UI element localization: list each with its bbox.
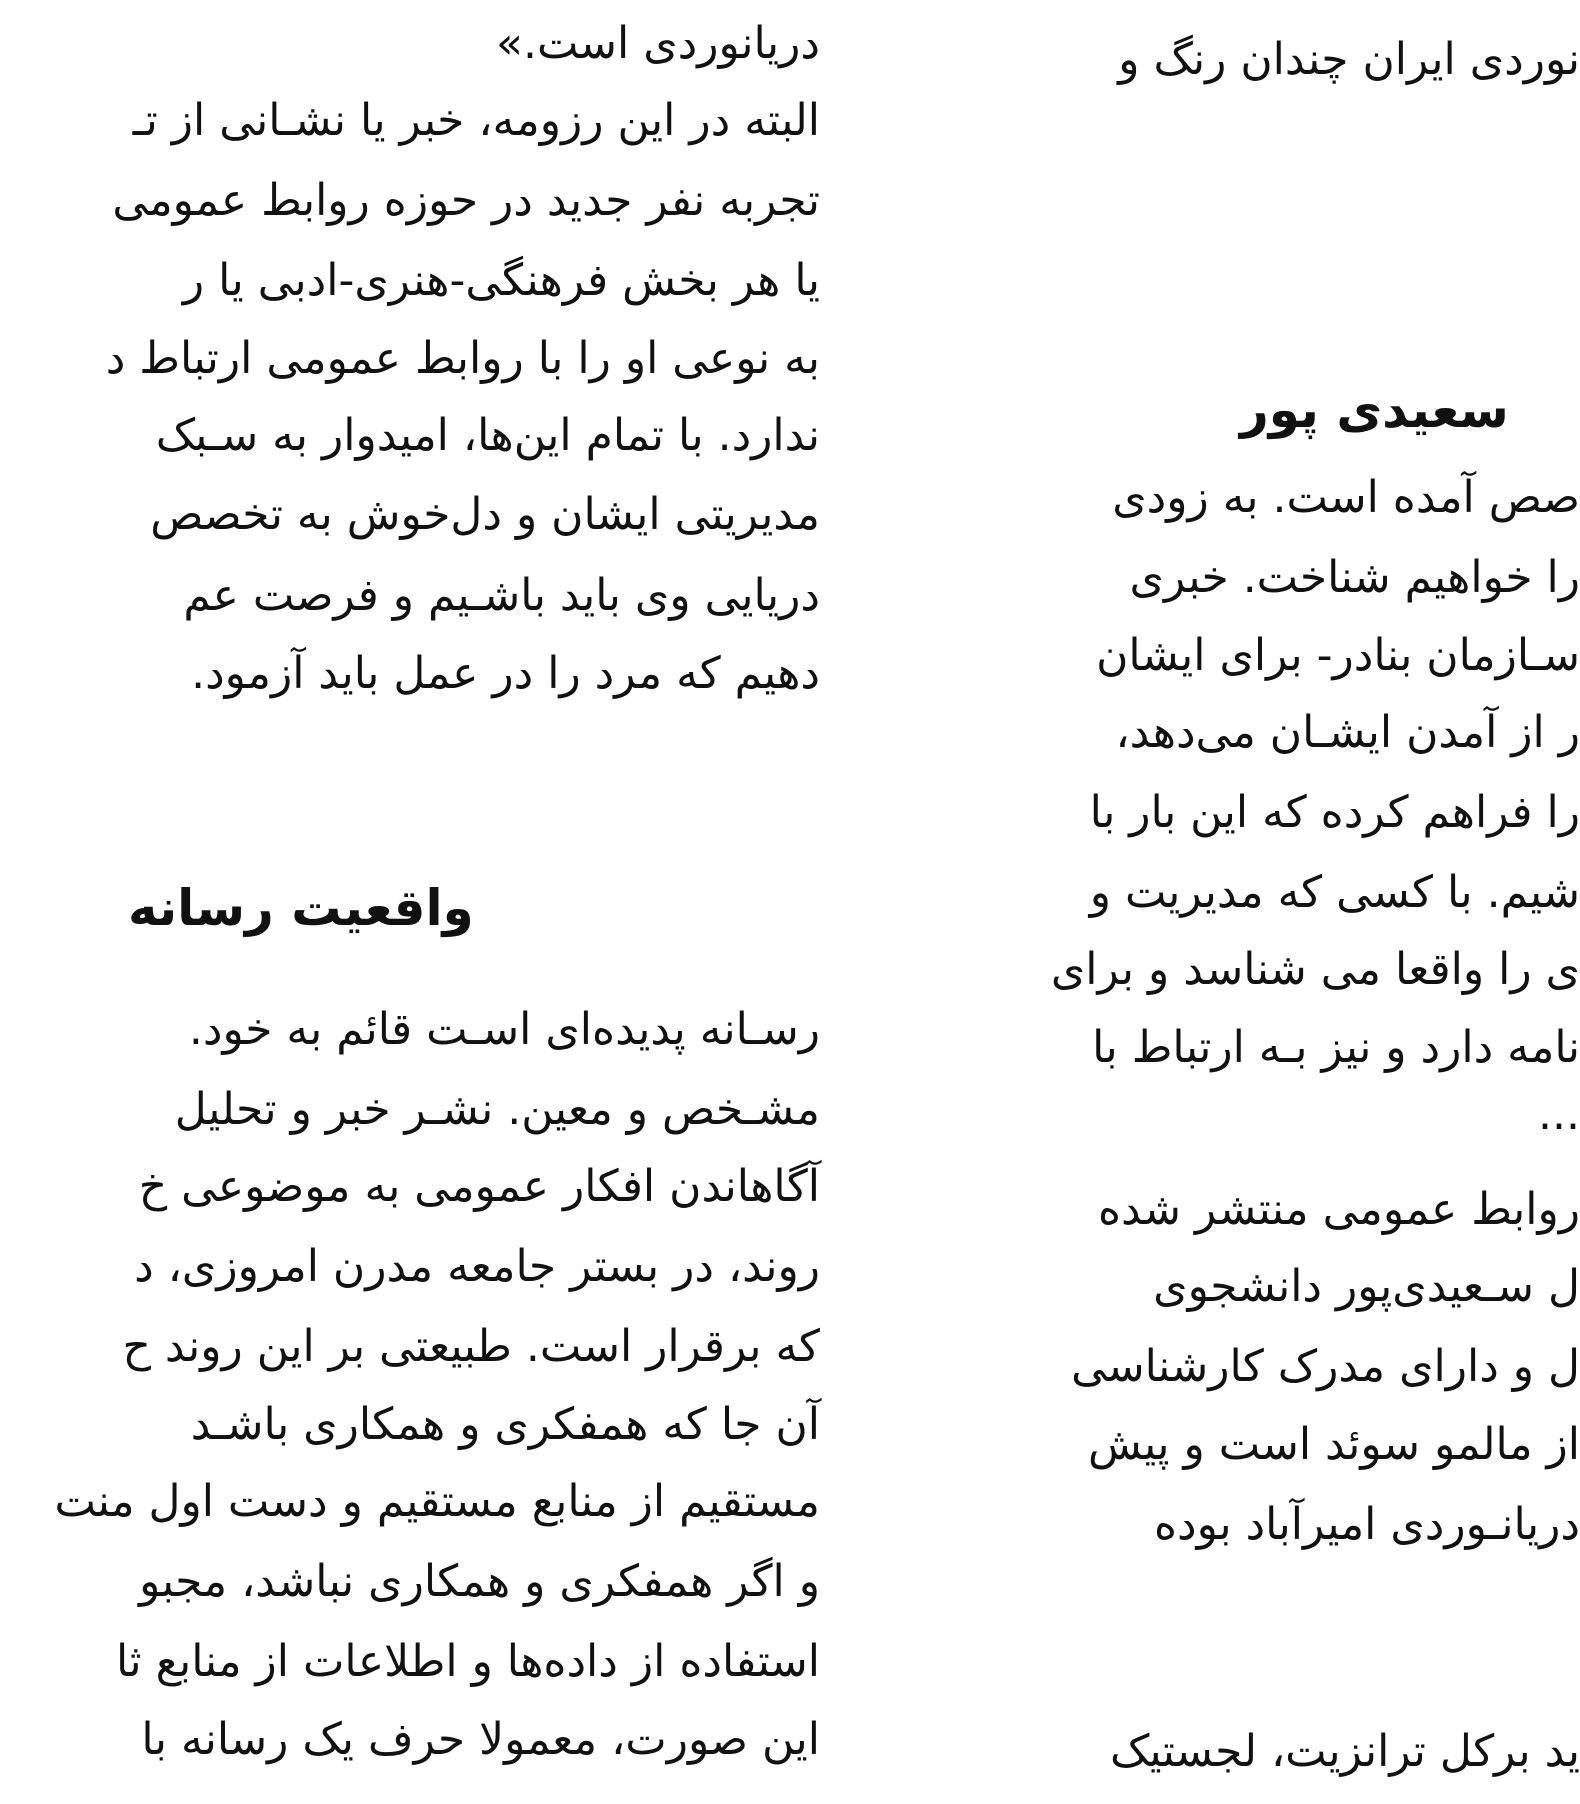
text-line: روابط عمومی منتشر شده (1097, 1184, 1580, 1235)
right-column (920, 0, 1580, 1804)
text-line: آن جا که همفکری و همکاری باشـد (190, 1399, 820, 1450)
text-line: دریانـوردی امیرآباد بوده (1153, 1499, 1580, 1550)
text-line: مدیریتی ایشان و دل‌خوش به تخصص (150, 489, 820, 540)
text-line: مشـخص و معین. نشـر خبر و تحلیل (174, 1084, 820, 1135)
text-line: استفاده از داده‌ها و اطلاعات از منابع ثا (116, 1636, 820, 1687)
text-line: ندارد. با تمام این‌ها، امیدوار به سـبک (155, 410, 820, 461)
text-line: نامه دارد و نیز بـه ارتباط با (1092, 1022, 1580, 1073)
text-line: به نوعی او را با روابط عمومی ارتباط د (105, 333, 820, 384)
text-line: نوردی ایران چندان رنگ و (1118, 34, 1580, 85)
text-line: سـازمان بنادر- برای ایشان (1096, 630, 1580, 681)
text-line: از مالمو سوئد است و پیش (1087, 1419, 1580, 1470)
text-line: ی را واقعا می شناسد و برای (1050, 944, 1580, 995)
text-line: ید برکل ترانزیت، لجستیک (1109, 1726, 1580, 1777)
text-line: که برقرار است. طبیعتی بر این روند ح (122, 1321, 820, 1372)
text-line: ل سـعیدی‌پور دانشجوی (1153, 1261, 1580, 1312)
text-line: دهیم که مرد را در عمل باید آزمود. (191, 648, 820, 699)
text-line: ... (1538, 1089, 1580, 1140)
text-line: و اگر همفکری و همکاری نباشد، مجبو (139, 1556, 820, 1607)
text-line: دریایی وی باید باشـیم و فرصت عم (183, 570, 820, 621)
text-line: را فراهم کرده که این بار با (1089, 787, 1580, 838)
text-line: دریانوردی است.» (496, 18, 820, 69)
text-line: ل و دارای مدرک کارشناسی (1071, 1341, 1580, 1392)
section-heading-saeedipour: سعیدی پور (1240, 381, 1509, 439)
text-line: رسـانه پدیده‌ای اسـت قائم به خود. (188, 1004, 820, 1055)
text-line: این صورت، معمولا حرف یک رسانه با (141, 1714, 820, 1765)
text-line: یا هر بخش فرهنگی-هنری-ادبی یا ر (182, 255, 820, 306)
text-line: تجربه نفر جدید در حوزه روابط عمومی (112, 175, 820, 226)
text-line: روند، در بستر جامعه مدرن امروزی، د (134, 1241, 820, 1292)
text-line: را خواهیم شناخت. خبری (1129, 552, 1580, 603)
section-heading-media-reality: واقعیت رسانه (128, 879, 474, 937)
text-line: صص آمده است. به زودی (1112, 472, 1580, 523)
text-line: ر از آمدن ایشـان می‌دهد، (1115, 707, 1580, 758)
text-line: آگاهاندن افکار عمومی به موضوعی خ (138, 1161, 820, 1212)
text-line: البته در این رزومه، خبر یا نشـانی از تـ (132, 95, 820, 146)
text-line: شیم. با کسی که مدیریت و (1089, 867, 1580, 918)
text-line: مستقیم از منابع مستقیم و دست اول منت (54, 1476, 820, 1527)
